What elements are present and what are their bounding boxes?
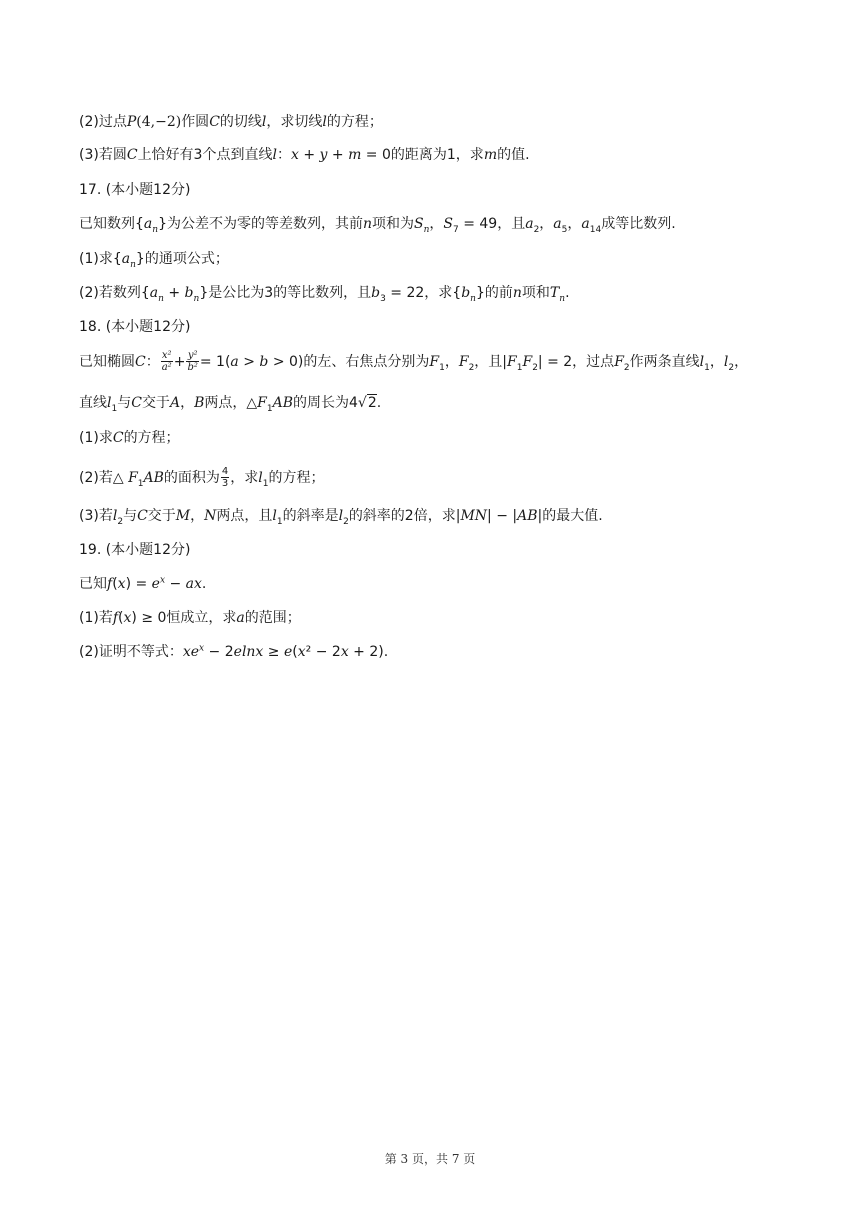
problem-17-stem: 已知数列$\{a_n\}$为公差不为零的等差数列，其前n项和为$S_n$，$S_7 = 49$，且$a_2$，$a_5$，$a_{14}$成等比数列. bbox=[79, 216, 676, 235]
problem-17-part-1: (1)求$\{a_n\}$的通项公式； bbox=[79, 251, 229, 270]
problem-18-heading: 18. (本小题12分) bbox=[79, 319, 191, 335]
problem-19-part-1: (1)若f(x) ≥ 0恒成立，求a的范围； bbox=[79, 610, 301, 626]
problem-18-part-3: (3)若$l_2$与C交于M，N两点，且$l_1$的斜率是$l_2$的斜率的2倍，求|MN| − |AB|的最大值. bbox=[79, 508, 603, 527]
problem-17-part-2: (2)若数列$\{a_n + b_n\}$是公比为3的等比数列，且$b_3 = 22$，求$\{b_n\}$的前n项和$T_n$. bbox=[79, 285, 570, 304]
problem-17-heading: 17. (本小题12分) bbox=[79, 182, 191, 198]
problem-18-part-1: (1)求C的方程； bbox=[79, 430, 180, 446]
page-number-footer: 第 3 页，共 7 页 bbox=[384, 1152, 476, 1166]
problem-19-heading: 19. (本小题12分) bbox=[79, 542, 191, 558]
problem-18-stem-cont: 直线$l_1$与C交于A，B两点，$\triangle F_1AB$的周长为4√2. bbox=[79, 395, 382, 414]
problem-16-part-3: (3)若圆C上恰好有3个点到直线l：x + y + m = 0的距离为1，求m的值. bbox=[79, 147, 530, 163]
problem-16-part-2: (2)过点P(4,−2)作圆C的切线l，求切线l的方程； bbox=[79, 114, 383, 130]
problem-18-stem: 已知椭圆C： $\frac{\text{x²}}{\text{a²}}$ + $\frac{\text{y²}}{\text{b²}}$ = 1(a > b > 0)的左、右焦点分别为$F_1$，$F_2$，且$|F_1F_2| = 2$，过点$F_2$作两条直线$l_1$，$l_2$， bbox=[79, 350, 749, 373]
problem-19-part-2: (2)证明不等式：$xe^x - 2elnx \ge e(x^2 - 2x + 2)$. bbox=[79, 643, 389, 660]
problem-18-part-2: (2)若△ $F_1AB$的面积为 $\frac{4}{3}$ ，求$l_1$的方程； bbox=[79, 466, 325, 489]
problem-19-stem: 已知$f(x) = e^x$ − ax. bbox=[79, 575, 207, 592]
